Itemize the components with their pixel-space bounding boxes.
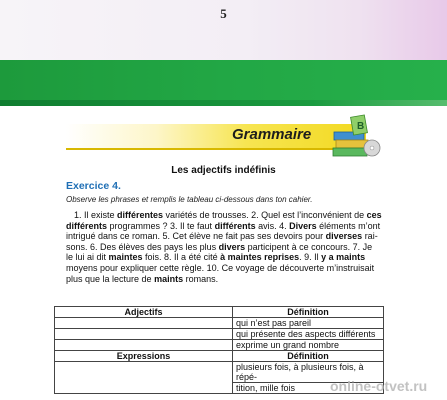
exercise-line: différents programmes ? 3. Il te faut différents avis. 4. Divers éléments m’ont: [66, 220, 381, 231]
section-title-strip: [66, 124, 366, 150]
books-icon: [330, 112, 382, 160]
emphasized-word: maints: [154, 273, 184, 284]
exercise-text: [66, 210, 384, 284]
watermark: online-otvet.ru: [330, 378, 428, 394]
table-cell: [55, 318, 233, 329]
exercise-line: le lui ai dit maintes fois. 8. Il a été cité à maintes reprises. 9. Il y a maints: [66, 252, 366, 263]
exercise-line: plus que la lecture de maints romans.: [66, 273, 219, 284]
table-row: [55, 329, 384, 340]
table-header-cell: Définition: [233, 351, 384, 362]
section-title: Grammaire: [232, 126, 312, 143]
green-decorative-band: [0, 60, 447, 100]
svg-text:B: B: [357, 121, 365, 132]
table-header-row: [55, 351, 384, 362]
emphasized-word: diverses: [325, 231, 363, 242]
lesson-heading: Les adjectifs indéfinis: [171, 165, 276, 176]
exercise-title: Exercice 4.: [66, 180, 121, 192]
exercise-line: 1. Il existe différentes variétés de trousses. 2. Quel est l’inconvénient de ces: [74, 210, 382, 220]
table-header-row: [55, 307, 384, 318]
emphasized-word: y a maints: [321, 252, 366, 263]
table-cell: plusieurs fois, à plusieurs fois, à répé-: [233, 362, 384, 383]
table-cell: tition, mille fois: [233, 383, 384, 394]
emphasized-word: différents: [214, 220, 256, 231]
table-row: [55, 318, 384, 329]
table-header-cell: Définition: [233, 307, 384, 318]
table-cell: exprime un grand nombre: [233, 340, 384, 351]
table-cell: [55, 329, 233, 340]
table-cell: qui présente des aspects différents: [233, 329, 384, 340]
emphasized-word: différentes: [117, 210, 164, 220]
emphasized-word: à maintes reprises: [220, 252, 300, 263]
table-header-cell: Expressions: [55, 351, 233, 362]
emphasized-word: ces: [366, 210, 382, 220]
table-cell: [55, 340, 233, 351]
table-header-cell: Adjectifs: [55, 307, 233, 318]
emphasized-word: divers: [218, 241, 246, 252]
table-cell: [55, 362, 233, 394]
exercise-line: moyens pour expliquer cette règle. 10. Ce voyage de découverte m’instruisait: [66, 262, 375, 273]
exercise-instruction: Observe les phrases et remplis le tableau ci-dessous dans ton cahier.: [66, 195, 313, 204]
table-cell: qui n’est pas pareil: [233, 318, 384, 329]
page-number: 5: [220, 6, 227, 21]
emphasized-word: maintes: [108, 252, 143, 263]
table-row: [55, 340, 384, 351]
exercise-line: sons. 6. Des élèves des pays les plus divers participent à ce concours. 7. Je: [66, 241, 373, 252]
emphasized-word: Divers: [289, 220, 317, 231]
exercise-line: intrigué dans ce roman. 5. Cet élève ne fait pas ses devoirs pour diverses rai-: [66, 231, 378, 242]
emphasized-word: différents: [66, 220, 108, 231]
